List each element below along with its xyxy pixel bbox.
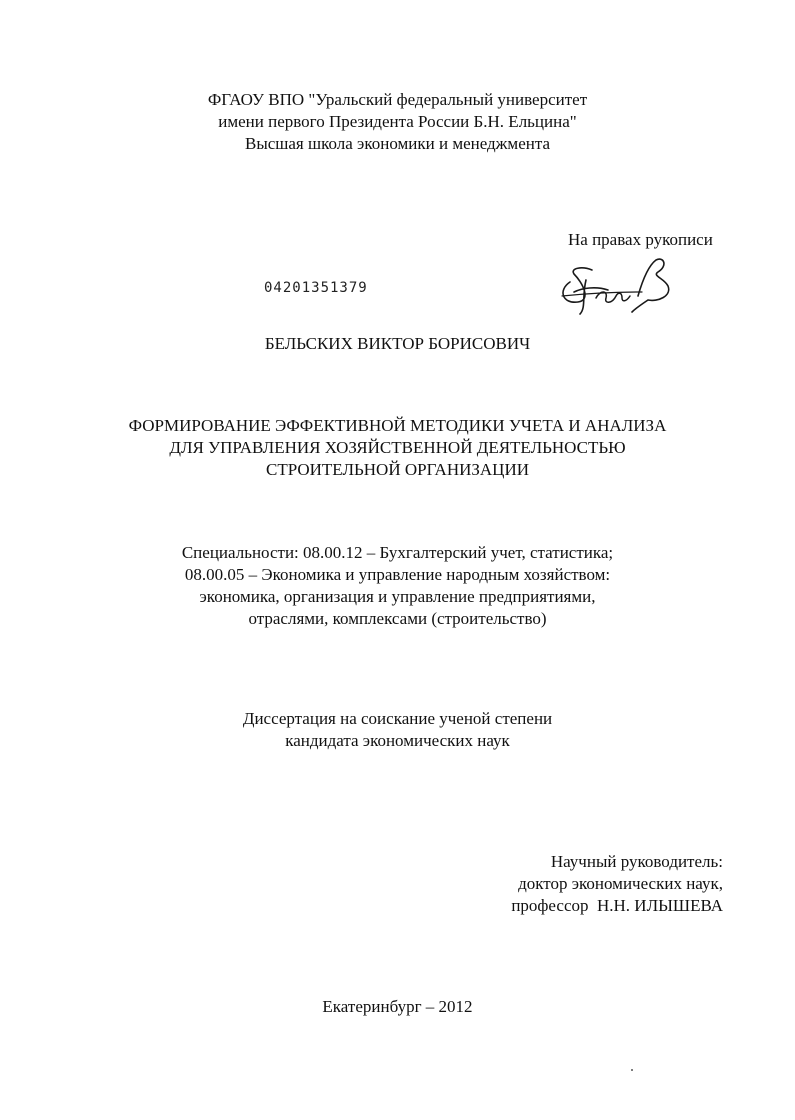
manuscript-rights-label: На правах рукописи [568,230,713,249]
title-line-1: ФОРМИРОВАНИЕ ЭФФЕКТИВНОЙ МЕТОДИКИ УЧЕТА И АНАЛИЗА [128,416,667,435]
title-line-2: ДЛЯ УПРАВЛЕНИЯ ХОЗЯЙСТВЕННОЙ ДЕЯТЕЛЬНОСТЬЮ [169,438,626,457]
supervisor-line-3: профессор Н.Н. ИЛЫШЕВА [511,896,723,915]
degree-line-1: Диссертация на соискание ученой степени [242,709,553,728]
institution-line-2: имени первого Президента России Б.Н. Ельцина" [218,112,577,131]
city-year: Екатеринбург – 2012 [322,997,473,1016]
handwritten-signature [552,252,682,316]
degree-statement [0,708,795,752]
scan-speck [631,1069,633,1071]
scientific-supervisor [511,851,723,917]
institution-line-1: ФГАОУ ВПО "Уральский федеральный университет [207,90,588,109]
specialties-line-4: отраслями, комплексами (строительство) [248,609,547,628]
institution-header [0,89,795,155]
title-line-3: СТРОИТЕЛЬНОЙ ОРГАНИЗАЦИИ [265,460,530,479]
supervisor-line-1: Научный руководитель: [550,852,723,871]
registration-number: 04201351379 [264,280,368,296]
specialties-line-2: 08.00.05 – Экономика и управление народным хозяйством: [184,565,611,584]
specialties-line-3: экономика, организация и управление предприятиями, [199,587,596,606]
institution-line-3: Высшая школа экономики и менеджмента [244,134,551,153]
dissertation-title [0,415,795,481]
specialties-line-1: Специальности: 08.00.12 – Бухгалтерский учет, статистика; [181,543,614,562]
degree-line-2: кандидата экономических наук [285,731,510,750]
supervisor-line-2: доктор экономических наук, [518,874,723,893]
author-name: БЕЛЬСКИХ ВИКТОР БОРИСОВИЧ [264,334,531,353]
specialties [0,542,795,630]
